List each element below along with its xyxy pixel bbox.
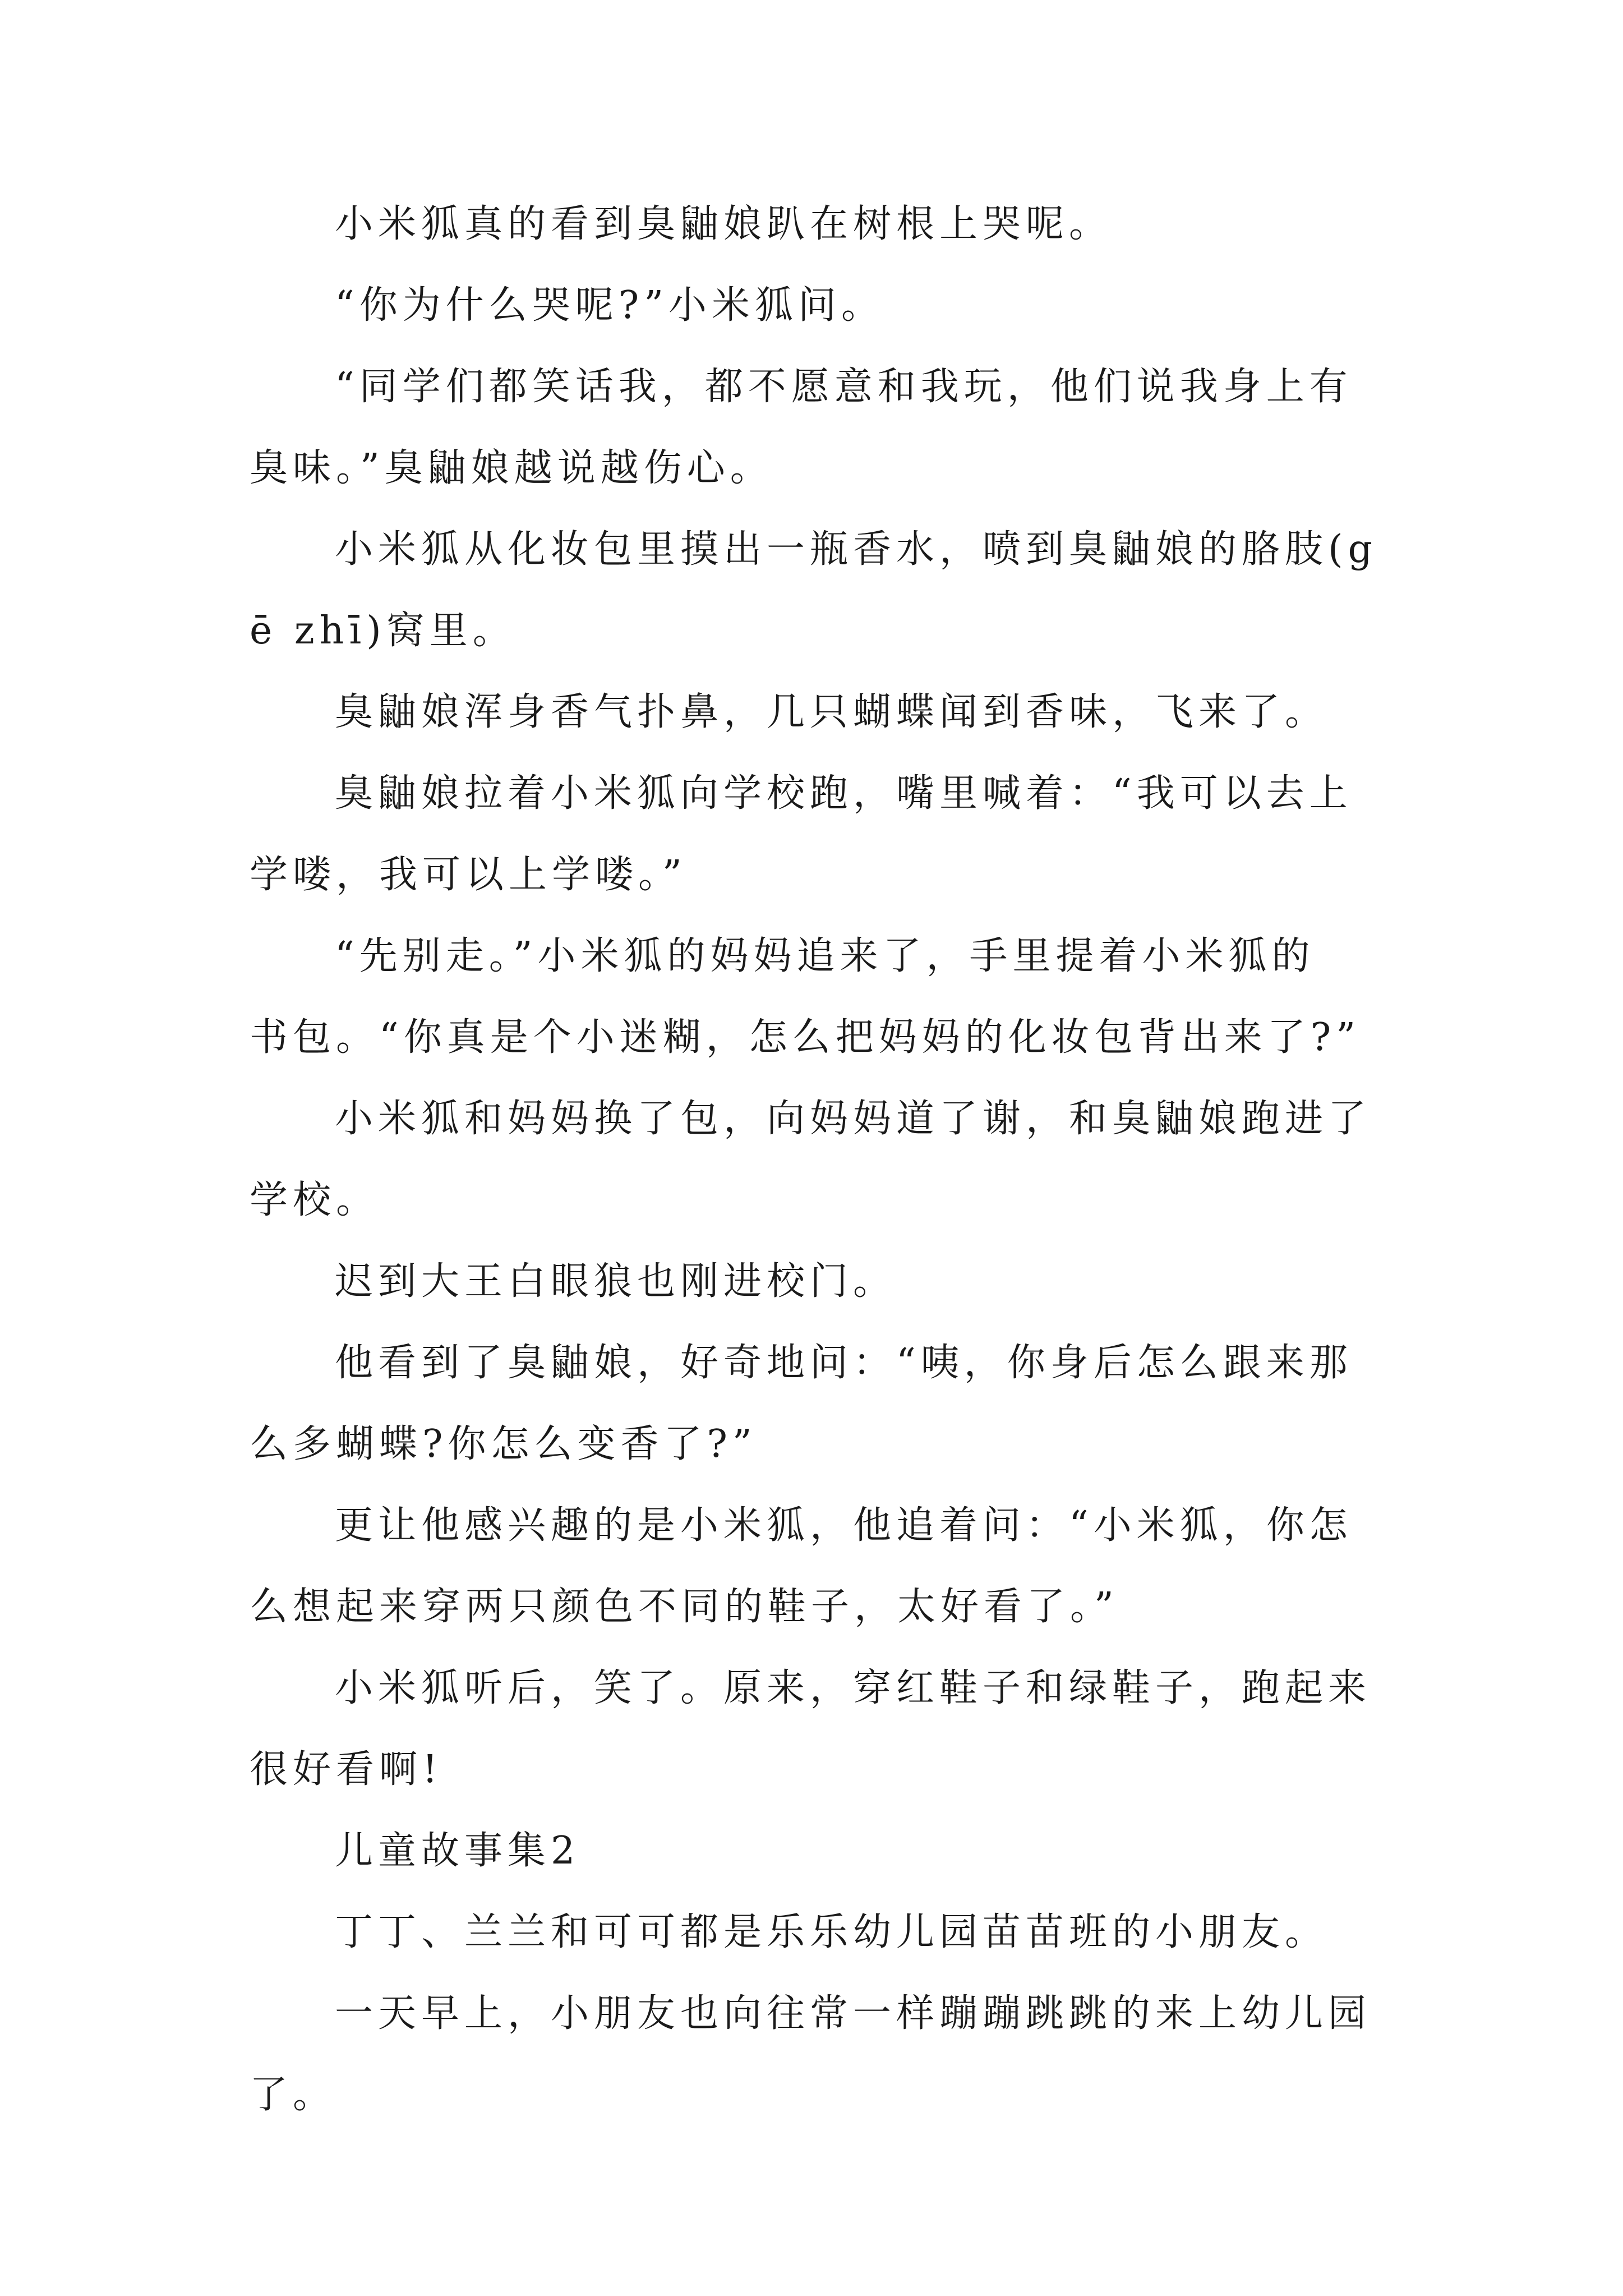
paragraph-line: 臭味。”臭鼬娘越说越伤心。: [250, 446, 773, 490]
paragraph-line: 小米狐和妈妈换了包，向妈妈道了谢，和臭鼬娘跑进了: [335, 1097, 1372, 1141]
paragraph-line: “你为什么哭呢?”小米狐问。: [335, 283, 884, 328]
paragraph-line: 么多蝴蝶?你怎么变香了?”: [250, 1422, 757, 1466]
paragraph-line: 了。: [250, 2073, 336, 2117]
paragraph-line: 书包。“你真是个小迷糊，怎么把妈妈的化妆包背出来了?”: [250, 1015, 1361, 1060]
paragraph-line: 丁丁、兰兰和可可都是乐乐幼儿园苗苗班的小朋友。: [335, 1910, 1329, 1954]
paragraph-line: 臭鼬娘浑身香气扑鼻，几只蝴蝶闻到香味，飞来了。: [335, 690, 1329, 734]
paragraph-line: 很好看啊!: [250, 1747, 443, 1792]
paragraph-line: 学校。: [250, 1178, 380, 1222]
paragraph-line: 一天早上，小朋友也向往常一样蹦蹦跳跳的来上幼儿园: [335, 1991, 1372, 2036]
paragraph-line: 小米狐真的看到臭鼬娘趴在树根上哭呢。: [335, 202, 1113, 246]
paragraph-line: “同学们都笑话我，都不愿意和我玩，他们说我身上有: [335, 365, 1353, 409]
paragraph-line: 么想起来穿两只颜色不同的鞋子，太好看了。”: [250, 1585, 1119, 1629]
paragraph-line: 学喽，我可以上学喽。”: [250, 853, 687, 897]
paragraph-line: ē zhī)窝里。: [250, 609, 516, 653]
paragraph-line: “先别走。”小米狐的妈妈追来了，手里提着小米狐的: [335, 934, 1315, 978]
paragraph-line: 小米狐听后，笑了。原来，穿红鞋子和绿鞋子，跑起来: [335, 1666, 1372, 1710]
section-heading: 儿童故事集2: [335, 1829, 580, 1873]
paragraph-line: 小米狐从化妆包里摸出一瓶香水，喷到臭鼬娘的胳肢(g: [335, 527, 1378, 572]
paragraph-line: 更让他感兴趣的是小米狐，他追着问：“小米狐，你怎: [335, 1503, 1353, 1548]
paragraph-line: 臭鼬娘拉着小米狐向学校跑，嘴里喊着：“我可以去上: [335, 771, 1353, 816]
paragraph-line: 他看到了臭鼬娘，好奇地问：“咦，你身后怎么跟来那: [335, 1341, 1353, 1385]
paragraph-line: 迟到大王白眼狼也刚进校门。: [335, 1259, 897, 1304]
